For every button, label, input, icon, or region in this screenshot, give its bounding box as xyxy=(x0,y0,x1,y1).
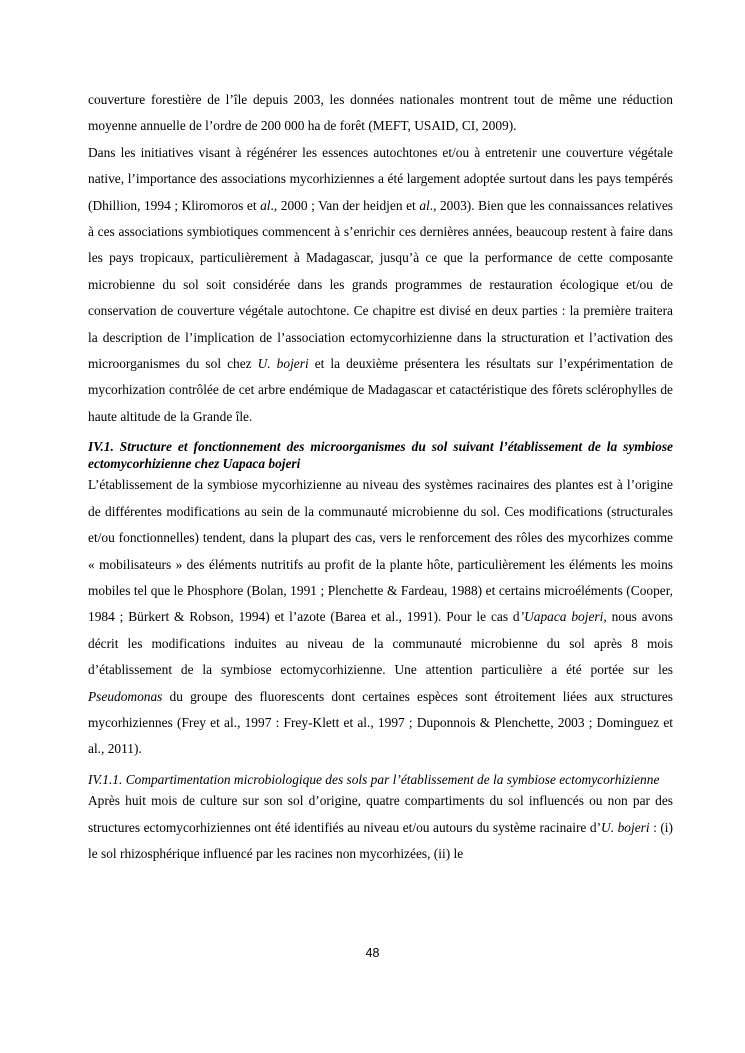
text-run: ., 2003). Bien que les connaissances relatives à ces associations symbiotiques commencent à s’enrichir ces dernières années, beaucoup restent à faire dans les pays tropicaux, particulièrement à Madagascar, jusqu’à ce que la performance de cette composante microbienne du sol soit considérée dans les grands programmes de restauration écologique et/ou de conservation de couverture végétale autochtone. Ce chapitre est divisé en deux parties : la première traitera la description de l’implication de l’association ectomycorhizienne dans la structuration et l’activation des microorganismes du sol chez xyxy=(88,197,674,372)
genus-name: Pseudomonas xyxy=(88,688,163,704)
italic-text: al xyxy=(260,197,271,213)
subsection-heading-iv11: IV.1.1. Compartimentation microbiologique des sols par l’établissement de la symbiose ectomycorhizienne xyxy=(88,771,660,787)
paragraph-section-iv11 xyxy=(88,788,673,867)
paragraph-section-iv1 xyxy=(88,472,673,762)
italic-text: al xyxy=(419,197,430,213)
text-run: Après huit mois de culture sur son sol d’origine, quatre compartiments du sol influencés ou non par des structures ectomycorhiziennes ont été identifiés au niveau et/ou autours du système racinaire d’ xyxy=(88,793,673,835)
section-heading-iv1: IV.1. Structure et fonctionnement des microorganismes du sol suivant l’établissement de la symbiose ectomycorhizienne chez Uapaca bojeri xyxy=(88,439,673,471)
text-run: : (i) le sol rhizosphérique influencé par les racines non mycorhizées, (ii) le xyxy=(88,819,673,862)
species-name: U. bojeri xyxy=(257,356,309,372)
text-run: L’établissement de la symbiose mycorhizienne au niveau des systèmes racinaires des plantes est à l’origine de différentes modifications au sein de la communauté microbienne du sol. Ces modifications (structurales et/ou fonctionnelles) tendent, dans la plupart des cas, vers le renforcement des rôles des mycorhizes comme « mobilisateurs » des éléments nutritifs au profit de la plante hôte, particulièrement les éléments les moins mobiles tel que le Phosphore (Bolan, 1991 ; Plenchette & Fardeau, 1988) et certains microéléments (Cooper, 1984 ; Bürkert & Robson, 1994) et l’azote (Barea et al., 1991). Pour le cas d xyxy=(88,477,673,625)
paragraph-context xyxy=(88,140,673,430)
text-run: et la deuxième présentera les résultats sur l’expérimentation de mycorhization contrôlée de cet arbre endémique de Madagascar et catactéristique des fôrets sclérophylles de haute altitude de la Grande île. xyxy=(88,356,673,424)
species-name: ’Uapaca bojeri xyxy=(519,609,604,625)
text-run: ., 2000 ; Van der heidjen et xyxy=(270,197,420,213)
text-run: , nous avons décrit les modifications induites au niveau de la communauté microbienne du sol après 8 mois d’établissement de la symbiose ectomycorhizienne. Une attention particulière a été portée sur les xyxy=(88,609,673,678)
page-body xyxy=(88,87,673,867)
section-heading-block xyxy=(88,439,673,472)
text-run: du groupe des fluorescents dont certaines espèces sont étroitement liées aux structures mycorhiziennes (Frey et al., 1997 : Frey-Klett et al., 1997 ; Duponnois & Plenchette, 2003 ; Dominguez et al., 2011). xyxy=(88,688,673,757)
subsection-heading-block xyxy=(88,772,673,789)
page-number: 48 xyxy=(365,946,380,960)
species-name: U. bojeri xyxy=(601,819,650,835)
paragraph-intro: couverture forestière de l’île depuis 2003, les données nationales montrent tout de même une réduction moyenne annuelle de l’ordre de 200 000 ha de forêt (MEFT, USAID, CI, 2009). xyxy=(88,92,673,134)
text-run: Dans les initiatives visant à régénérer les essences autochtones et/ou à entretenir une couverture végétale native, l’importance des associations mycorhiziennes a été largement adoptée surtout dans les pays tempérés (Dhillion, 1994 ; Kliromoros et xyxy=(88,144,673,213)
